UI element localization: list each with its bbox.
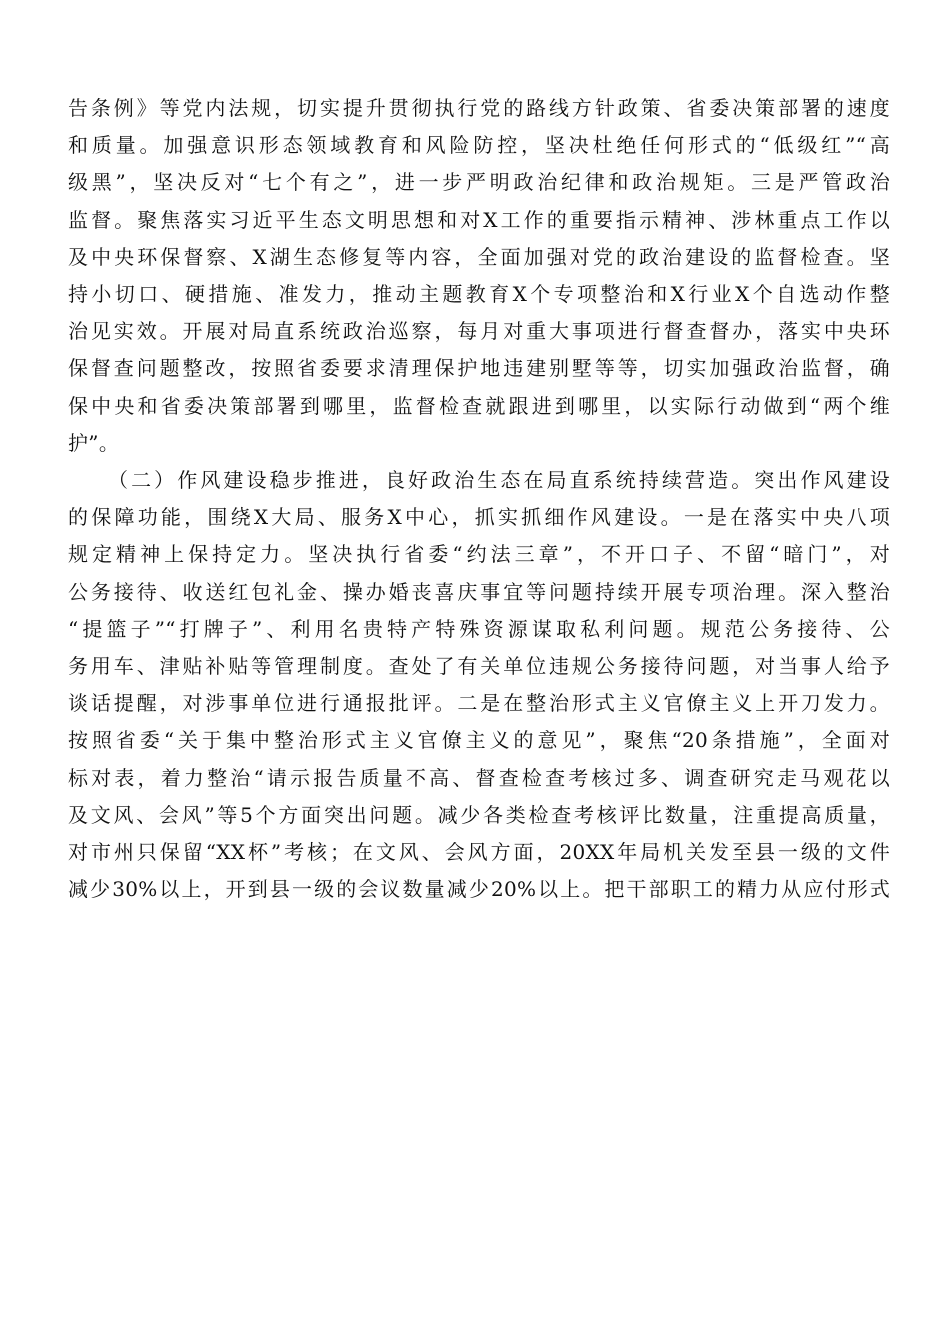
text-line: 减少30%以上，开到县一级的会议数量减少20%以上。把干部职工的精力从应付形式 xyxy=(68,877,890,902)
text-line: 及中央环保督察、X湖生态修复等内容，全面加强对党的政治建设的监督检查。坚 xyxy=(68,244,890,269)
text-line: 公务接待、收送红包礼金、操办婚丧喜庆事宜等问题持续开展专项治理。深入整治 xyxy=(68,579,890,604)
text-line: 保中央和省委决策部署到哪里，监督检查就跟进到哪里，以实际行动做到“两个维 xyxy=(68,393,890,418)
paragraph-2 xyxy=(68,462,890,908)
paragraph-1 xyxy=(68,90,890,462)
text-line: 按照省委“关于集中整治形式主义官僚主义的意见”，聚焦“20条措施”，全面对 xyxy=(68,728,890,753)
text-line: 的保障功能，围绕X大局、服务X中心，抓实抓细作风建设。一是在落实中央八项 xyxy=(68,505,890,530)
text-line: 治见实效。开展对局直系统政治巡察，每月对重大事项进行督查督办，落实中央环 xyxy=(68,319,890,344)
text-line: 谈话提醒，对涉事单位进行通报批评。二是在整治形式主义官僚主义上开刀发力。 xyxy=(68,691,890,716)
text-line: 级黑”，坚决反对“七个有之”，进一步严明政治纪律和政治规矩。三是严管政治 xyxy=(68,170,890,195)
text-line: 持小切口、硬措施、准发力，推动主题教育X个专项整治和X行业X个自选动作整 xyxy=(68,282,890,307)
document-page xyxy=(68,90,890,908)
text-line: 及文风、会风”等5个方面突出问题。减少各类检查考核评比数量，注重提高质量， xyxy=(68,802,890,827)
text-line: （二）作风建设稳步推进，良好政治生态在局直系统持续营造。突出作风建设 xyxy=(108,468,890,493)
text-line: 监督。聚焦落实习近平生态文明思想和对X工作的重要指示精神、涉林重点工作以 xyxy=(68,207,890,232)
text-line: 标对表，着力整治“请示报告质量不高、督查检查考核过多、调查研究走马观花以 xyxy=(68,765,890,790)
text-line: 和质量。加强意识形态领域教育和风险防控，坚决杜绝任何形式的“低级红”“高 xyxy=(68,133,890,158)
text-line: 对市州只保留“XX杯”考核；在文风、会风方面，20XX年局机关发至县一级的文件 xyxy=(68,840,890,865)
text-line: 告条例》等党内法规，切实提升贯彻执行党的路线方针政策、省委决策部署的速度 xyxy=(68,96,890,120)
text-line: “提篮子”“打牌子”、利用名贵特产特殊资源谋取私利问题。规范公务接待、公 xyxy=(68,616,890,641)
text-line: 规定精神上保持定力。坚决执行省委“约法三章”，不开口子、不留“暗门”，对 xyxy=(68,542,890,567)
text-line: 保督查问题整改，按照省委要求清理保护地违建别墅等等，切实加强政治监督，确 xyxy=(68,356,890,381)
text-line: 务用车、津贴补贴等管理制度。查处了有关单位违规公务接待问题，对当事人给予 xyxy=(68,654,890,679)
text-line: 护”。 xyxy=(68,430,120,455)
